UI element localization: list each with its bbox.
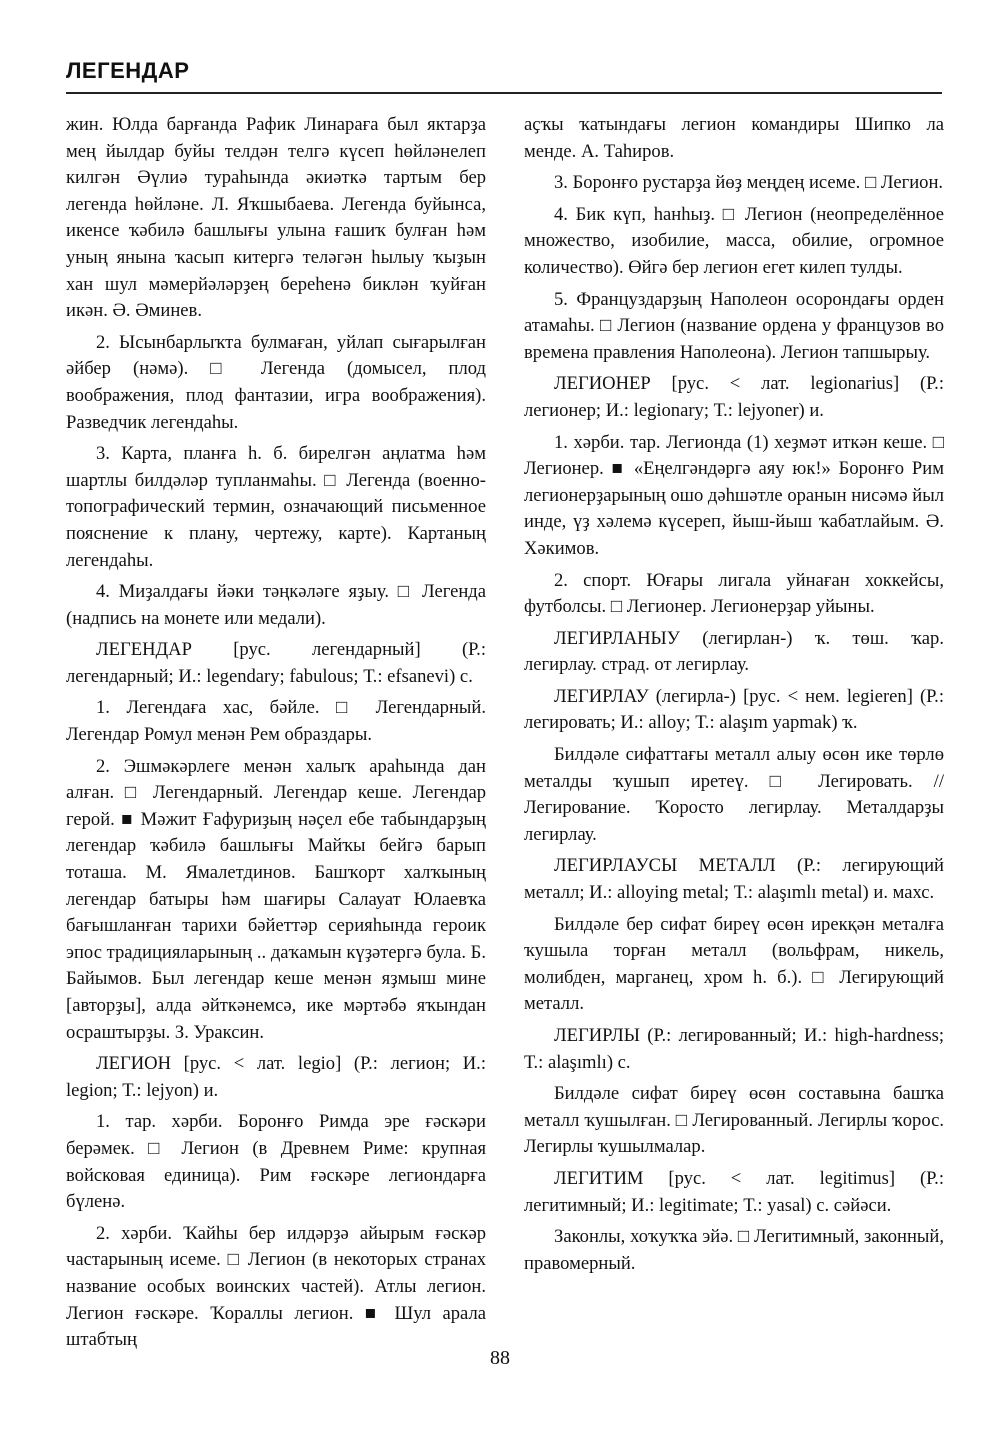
page-number: 88 — [490, 1347, 510, 1369]
entry-paragraph: 4. Бик күп, һанһыҙ. □ Легион (неопределённое множество, изобилие, масса, обилие, огромное количество). Өйгә бер легион егет килеп тулды. — [524, 203, 944, 278]
entry-paragraph: аҫҡы ҡатындағы легион командиры Шипко ла менде. А. Таһиров. — [524, 114, 944, 162]
entry-paragraph: Законлы, хоҡуҡҡа эйә. □ Легитимный, законный, правомерный. — [524, 1226, 944, 1274]
entry-paragraph: 2. Ысынбарлыҡта булмаған, уйлап сығарылған әйбер (нәмә). □ Легенда (домысел, плод воображения, плод фантазии, игра воображения). Разведчик легендаһы. — [66, 331, 486, 433]
entry-paragraph: 1. хәрби. тар. Легионда (1) хеҙмәт иткән кеше. □ Легионер. ■ «Еңелгәндәргә аяу юк!» Боронғо Рим легионерҙарының ошо дәһшәтле оранын нисәмә йыл инде, үҙ хәлемә күсереп, йыш-йыш ҡабатлайым. Ә. Хәкимов. — [524, 431, 945, 559]
running-head-area — [66, 58, 942, 84]
entry-paragraph: 1. Легендаға хас, бәйле. □ Легендарный. Легендар Ромул менән Рем образдары. — [66, 697, 486, 746]
entry-paragraph: 5. Француздарҙың Наполеон осорондағы орден атамаһы. □ Легион (название ордена у французов во времена правления Наполеона). Легион тапшырыу. — [524, 288, 944, 363]
right-column — [524, 112, 944, 1282]
entry-paragraph: ЛЕГИРЛАНЫУ (легирлан-) ҡ. төш. ҡар. легирлау. страд. от легирлау. — [524, 627, 944, 676]
entry-paragraph: 3. Боронғо рустарҙа йөҙ меңдең исеме. □ Легион. — [554, 172, 944, 194]
entry-paragraph: ЛЕГИОНЕР [рус. < лат. legionarius] (Р.: легионер; И.: legionary; Т.: lejyoner) и. — [524, 373, 944, 421]
entry-paragraph: 4. Миҙалдағы йәки тәңкәләге яҙыу. □ Легенда (надпись на монете или медали). — [66, 581, 486, 629]
entry-paragraph: Билдәле сифаттағы металл алыу өсөн ике төрлө металды ҡушып иретеү. □ Легировать. // Легирование. Ҡоросто легирлау. Металдарҙы легирлау. — [524, 744, 944, 845]
running-head: ЛЕГЕНДАР — [66, 58, 190, 83]
entry-paragraph: 2. Эшмәкәрлеге менән халыҡ араһында дан алған. □ Легендарный. Легендар кеше. Легендар герой. ■ Мәжит Ғафуриҙың нәҫел ебе табындарҙың легендар ҡәбилә башлығы Майҡы бейгә барып тоташа. М. Ямалетдинов. Башҡорт халҡының легендар батыры һәм шағиры Салауат Юлаевҡа бағышланған тарихи бәйеттәр серияһында героик эпос традицияларының .. даҡамын күҙәтергә була. Б. Байымов. Был легендар кеше менән яҙмыш мине [авторҙы], алда әйткәнемсә, ике мәртәбә яҡындан осраштырҙы. З. Ураксин. — [66, 755, 486, 1043]
left-column — [66, 112, 486, 1359]
entry-paragraph: ЛЕГИРЛАУ (легирла-) [рус. < нем. legieren] (Р.: легировать; И.: alloy; Т.: alaşım yapmak) ҡ. — [524, 685, 944, 734]
entry-paragraph: ЛЕГИРЛАУСЫ МЕТАЛЛ (Р.: легирующий металл; И.: alloying metal; Т.: alaşımlı metal) и. махс. — [524, 855, 944, 904]
entry-paragraph: ЛЕГИТИМ [рус. < лат. legitimus] (Р.: легитимный; И.: legitimate; Т.: yasal) с. сәйәси. — [524, 1167, 944, 1216]
entry-paragraph: ЛЕГЕНДАР [рус. легендарный] (Р.: легендарный; И.: legendary; fabulous; Т.: efsanevi) с. — [66, 639, 486, 687]
entry-paragraph: Билдәле сифат биреү өсөн составына башҡа металл ҡушылған. □ Легированный. Легирлы ҡорос. Легирлы ҡушылмалар. — [524, 1083, 944, 1158]
entry-paragraph: Билдәле бер сифат биреү өсөн ирекқән металға ҡушыла торған металл (вольфрам, никель, молибден, марганец, хром һ. б.). □ Легирующий металл. — [524, 913, 944, 1015]
entry-paragraph: 1. тар. хәрби. Боронғо Римда эре ғәскәри берәмек. □ Легион (в Древнем Риме: крупная войсковая единица). Рим ғәскәре легиондарға бүленә. — [66, 1111, 486, 1213]
entry-paragraph: 3. Карта, планға һ. б. бирелгән аңлатма һәм шартлы билдәләр тупланмаһы. □ Легенда (военно-топографический термин, означающий письменное пояснение к плану, чертежу, карте). Картаның легендаһы. — [66, 443, 486, 571]
header-rule — [66, 92, 942, 94]
entry-paragraph: 2. хәрби. Ҡайһы бер илдәрҙә айырым ғәскәр частарының исеме. □ Легион (в некоторых странах название особых воинских частей). Атлы легион. Легион ғәскәре. Ҡораллы легион. ■ Шул арала штабтың — [66, 1222, 486, 1351]
entry-paragraph: ЛЕГИРЛЫ (Р.: легированный; И.: high-hardness; Т.: alaşımlı) с. — [524, 1025, 944, 1073]
entry-paragraph: 2. спорт. Юғары лигала уйнаған хоккейсы, футболсы. □ Легионер. Легионерҙар уйыны. — [524, 569, 944, 618]
entry-paragraph: жин. Юлда барғанда Рафик Линараға был яктарҙа мең йылдар буйы телдән телгә күсеп һөйләнелеп килгән Әүлиә тураһында әкиәткә тартым бер легенда һөйләне. Л. Яҡшыбаева. Легенда буйынса, икенсе ҡәбилә башлығы улына ғашиҡ булған һәм уның янына ҡасып китергә теләгән һылыу ҡыҙын хан шул мәмерйәләрҙең береһенә биклән ҡуйған икән. Ә. Әминев. — [66, 114, 486, 322]
entry-paragraph: ЛЕГИОН [рус. < лат. legio] (Р.: легион; И.: legion; Т.: lejyon) и. — [66, 1053, 486, 1101]
